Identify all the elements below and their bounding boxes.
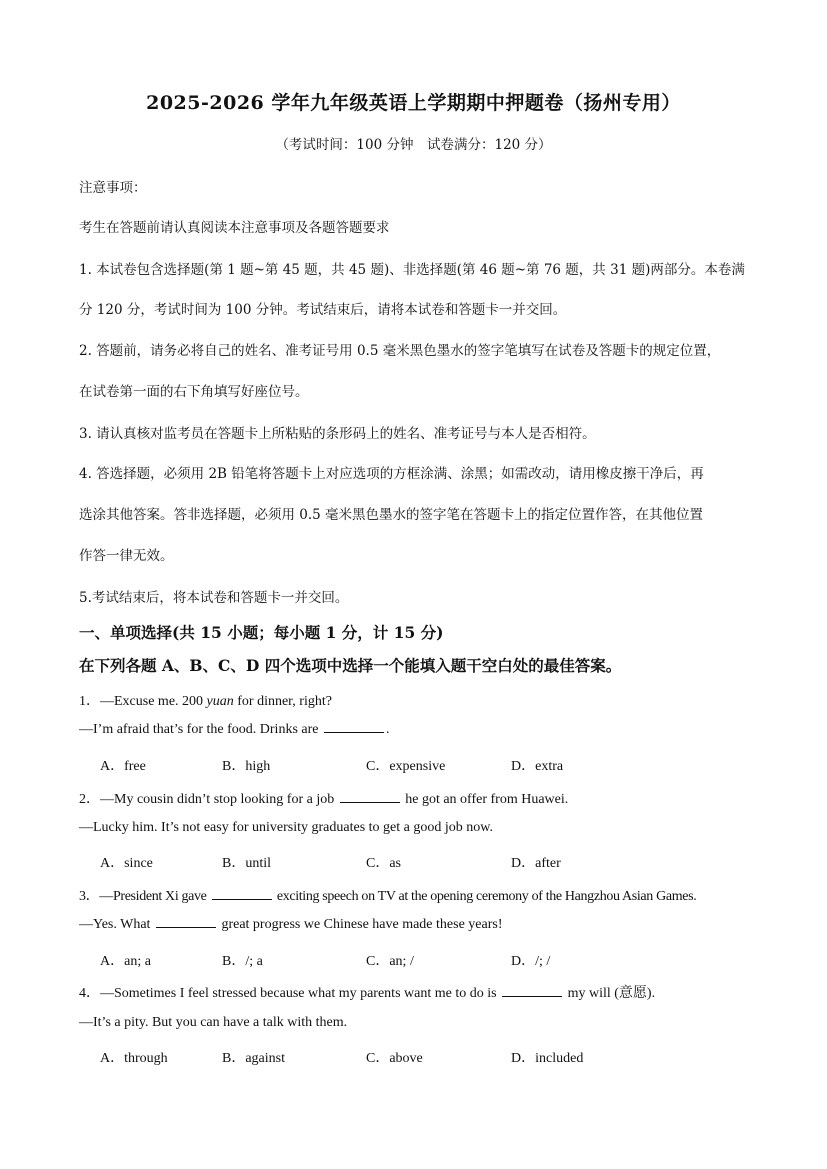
option-a: A．free [100, 759, 146, 774]
option-c: C．as [366, 856, 401, 871]
answer-blank [324, 731, 384, 733]
notice-line: 作答一律无效。 [79, 548, 174, 564]
section-instruction: 在下列各题 A、B、C、D 四个选项中选择一个能填入题干空白处的最佳答案。 [79, 656, 622, 675]
option-b: B．until [222, 856, 272, 871]
notice-line: 分 120 分，考试时间为 100 分钟。考试结束后，请将本试卷和答题卡一并交回。 [79, 302, 567, 318]
question-3-reply: —Yes. What great progress we Chinese have made these years! [79, 917, 503, 932]
notice-heading: 注意事项： [79, 180, 147, 196]
option-b: B．/; a [222, 954, 263, 969]
section-heading: 一、单项选择(共 15 小题；每小题 1 分，计 15 分) [79, 623, 444, 642]
option-d: D．/; / [511, 954, 551, 969]
notice-line: 5.考试结束后，将本试卷和答题卡一并交回。 [79, 590, 349, 606]
option-c: C．an; / [366, 954, 414, 969]
question-2-reply: —Lucky him. It’s not easy for university graduates to get a good job now. [79, 820, 493, 835]
option-c: C．above [366, 1051, 423, 1066]
answer-blank [502, 995, 562, 997]
question-2-stem: 2．—My cousin didn’t stop looking for a job he got an offer from Huawei. [79, 792, 569, 807]
notice-line: 3. 请认真核对监考员在答题卡上所粘贴的条形码上的姓名、准考证号与本人是否相符。 [79, 426, 596, 442]
exam-info: （考试时间：100 分钟 试卷满分：120 分） [275, 137, 552, 153]
page-title: 2025-2026 学年九年级英语上学期期中押题卷（扬州专用） [146, 92, 681, 114]
option-d: D．after [511, 856, 561, 871]
option-d: D．extra [511, 759, 564, 774]
question-4-reply: —It’s a pity. But you can have a talk with them. [79, 1015, 348, 1030]
answer-blank [156, 926, 216, 928]
answer-blank [340, 801, 400, 803]
notice-line: 4. 答选择题，必须用 2B 铅笔将答题卡上对应选项的方框涂满、涂黑；如需改动，请用橡皮擦干净后，再 [79, 466, 704, 482]
option-b: B．high [222, 759, 271, 774]
option-a: A．an; a [100, 954, 151, 969]
option-c: C．expensive [366, 759, 446, 774]
notice-line: 在试卷第一面的右下角填写好座位号。 [79, 384, 309, 400]
notice-line: 选涂其他答案。答非选择题，必须用 0.5 毫米黑色墨水的签字笔在答题卡上的指定位置作答，在其他位置 [79, 507, 704, 523]
option-d: D．included [511, 1051, 584, 1066]
question-1-stem: 1．—Excuse me. 200 yuan for dinner, right? [79, 694, 332, 709]
option-a: A．through [100, 1051, 168, 1066]
question-3-stem: 3．—President Xi gave exciting speech on TV at the opening ceremony of the Hangzhou Asian Games. [79, 889, 697, 904]
answer-blank [212, 898, 272, 900]
option-a: A．since [100, 856, 153, 871]
option-b: B．against [222, 1051, 285, 1066]
question-1-reply: —I’m afraid that’s for the food. Drinks are . [79, 722, 390, 737]
notice-line: 1. 本试卷包含选择题(第 1 题~第 45 题，共 45 题)、非选择题(第 46 题~第 76 题，共 31 题)两部分。本卷满 [79, 262, 745, 278]
question-4-stem: 4．—Sometimes I feel stressed because what my parents want me to do is my will (意愿). [79, 986, 656, 1001]
notice-intro: 考生在答题前请认真阅读本注意事项及各题答题要求 [79, 220, 390, 236]
notice-line: 2. 答题前，请务必将自己的姓名、准考证号用 0.5 毫米黑色墨水的签字笔填写在试卷及答题卡的规定位置， [79, 343, 721, 359]
